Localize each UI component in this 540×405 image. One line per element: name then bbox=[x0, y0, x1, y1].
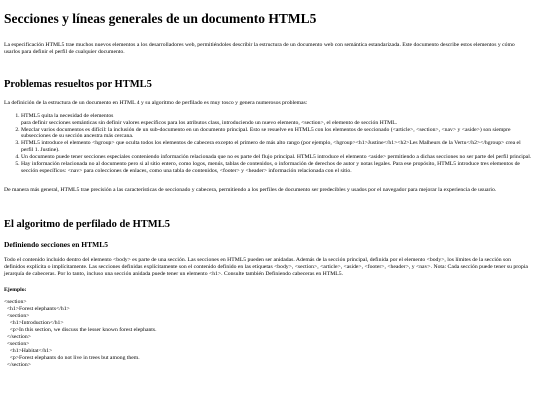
problems-summary: De manera más general, HTML5 trae precisión a las características de seccionado y cabecera, permitiendo a los perfiles de documento ser predecibles y usados por el navegador para mejorar la experiencia de usuario. bbox=[4, 186, 497, 193]
list-item: 4. Un documento puede tener secciones especiales conteniendo información relacionada que no es parte del flujo principal. HTML5 introduce el elemento <aside> permitiendo a dichas secciones no ser parte del perfil principal. bbox=[21, 154, 532, 161]
code-line: <section> bbox=[4, 299, 27, 306]
code-line: </section> bbox=[4, 361, 31, 368]
code-example bbox=[4, 299, 532, 368]
code-line: <p>In this section, we discuss the lesser known forest elephants. bbox=[4, 327, 157, 334]
problems-heading: Problemas resueltos por HTML5 bbox=[4, 78, 152, 90]
code-line: <h1>Habitat</h1> bbox=[4, 347, 53, 354]
problems-list bbox=[4, 113, 532, 175]
list-item: 1. HTML5 quita la necesidad de elementos para definir secciones semánticas sin definir valores específicos para los atributos class, introduciendo un nuevo elemento, <section>, el elemento de sección HTML. bbox=[21, 113, 532, 127]
code-line: </section> bbox=[4, 333, 31, 340]
example-label: Ejemplo: bbox=[4, 286, 27, 293]
algorithm-subheading: Definiendo secciones en HTML5 bbox=[4, 239, 108, 249]
page-title: Secciones y líneas generales de un documento HTML5 bbox=[4, 11, 317, 26]
code-line: <h1>Forest elephants</h1> bbox=[4, 306, 70, 313]
list-item: 3. HTML5 introduce el elemento <hgroup> que oculta todos los elementos de cabecera excepto el primero de más alto rango (por ejemplo, <hgroup><h1>Justine</h1><h2>Les Malheurs de la Vertu</h2></hgroup> crea el perfil 1. Justine). bbox=[21, 140, 532, 154]
list-item: 2. Mezclar varios documentos es difícil: la inclusión de un sub-documento en un documento principal. Esto se resuelve en HTML5 con los elementos de seccionado (<article>, <section>, <nav> y <aside>) son siempre subsecciones de su sección ancestra más cercana. bbox=[21, 127, 532, 141]
code-line: <section> bbox=[4, 313, 30, 320]
code-line: <h1>Introduction</h1> bbox=[4, 320, 64, 327]
code-line: <p>Forest elephants do not live in trees but among them. bbox=[4, 354, 140, 361]
algorithm-body: Todo el contenido incluido dentro del elemento <body> es parte de una sección. Las secciones en HTML5 pueden ser anidadas. Además de la sección principal, definida por el elemento <body>, los límites de la sección son definidos explícita o implícitamente. Las secciones definidas explícitamente son el contenido definido en las etiquetas <body>, <section>, <article>, <aside>, <footer>, <header>, y <nav>. Nota: Cada sección puede tener su propia jerarquía de cabeceras. Por lo tanto, incluso una sección anidada puede tener un elemento <h1>. Consulte también Definiendo cabeceras en HTML5. bbox=[4, 256, 528, 277]
list-item: 5. Hay información relacionada no al documento pero si al sitio entero, como logos, menús, tablas de contenidos, o información de derechos de autor y notas legales. Para ese propósito, HTML5 introduce tres elementos de sección específicos: <nav> para colecciones de enlaces, como una tabla de contenidos, <footer> y <header> información relacionada con el sitio. bbox=[21, 161, 532, 175]
intro-paragraph: La especificación HTML5 trae muchos nuevos elementos a los desarrolladores web, permitiéndoles describir la estructura de un documento web con semántica estandarizada. Este documento describe estos elementos y cómo usarlos para definir el perfil de cualquier documento. bbox=[4, 42, 515, 55]
code-line: <section> bbox=[4, 340, 30, 347]
problems-lead: La definición de la estructura de un documento en HTML 4 y su algoritmo de perfilado es muy tosco y genera numerosos problemas: bbox=[4, 99, 308, 106]
algorithm-heading: El algoritmo de perfilado de HTML5 bbox=[4, 218, 170, 230]
